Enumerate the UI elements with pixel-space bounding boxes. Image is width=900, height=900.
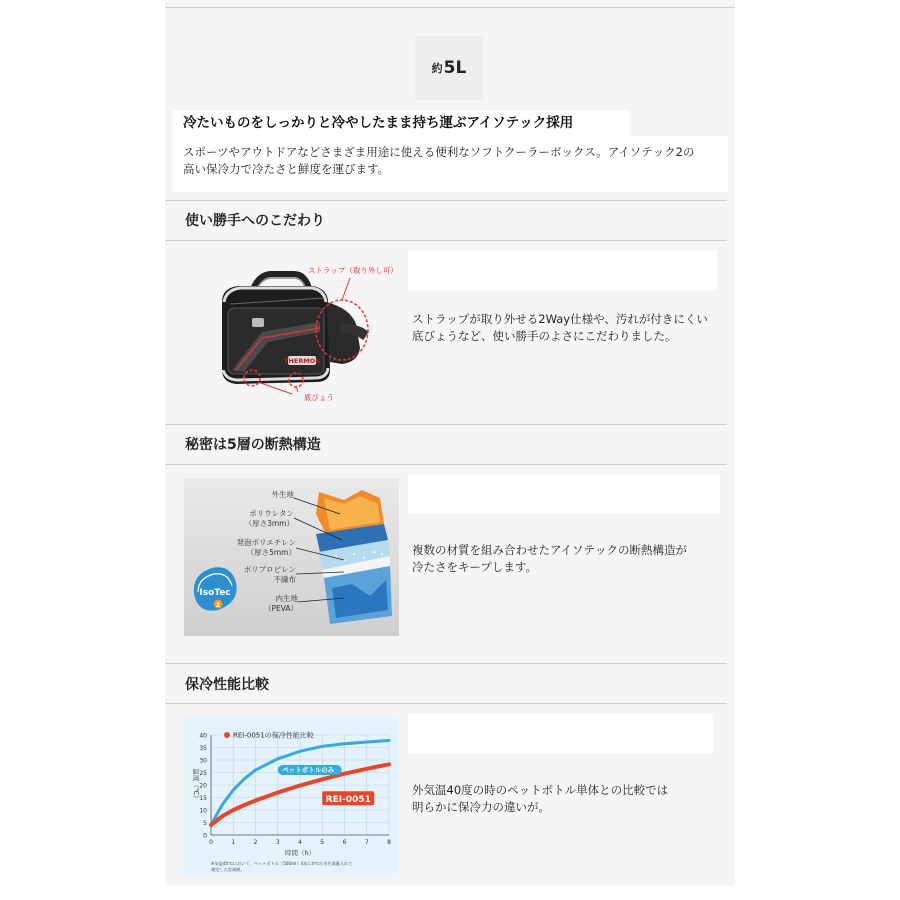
layer-label-outer: 外生地 bbox=[271, 490, 294, 499]
y-tick-label: 40 bbox=[199, 732, 207, 740]
comparison-description-line-2: 明らかに保冷力の違いが。 bbox=[412, 800, 550, 814]
x-tick-label: 3 bbox=[275, 839, 280, 846]
isotec-logo-number: 2 bbox=[215, 601, 221, 609]
top-divider bbox=[165, 7, 735, 8]
y-tick-label: 5 bbox=[203, 820, 207, 827]
section-title-usability: 使い勝手へのこだわり bbox=[185, 213, 325, 229]
layer-label-polyurethane: ポリウレタン bbox=[249, 509, 294, 518]
chart-footnote-line-1: ※気温40℃において、ペットボトル（500ml）4本に4℃の水を満量入れて bbox=[211, 861, 353, 866]
insulation-layers-image bbox=[184, 478, 399, 636]
chart-footnote-line-2: 測定した実測値。 bbox=[211, 867, 245, 872]
intro-title: 冷たいものをしっかりと冷やしたまま持ち運ぶアイソテック採用 bbox=[173, 110, 630, 136]
intro-body bbox=[173, 136, 728, 192]
y-tick-label: 35 bbox=[199, 745, 207, 752]
layer-label-polyethylene-thickness: （厚さ5mm） bbox=[246, 548, 296, 557]
layer-label-polypropylene: ポリプロピレン bbox=[243, 565, 296, 574]
section-divider bbox=[165, 464, 727, 465]
insulation-description-line-2: 冷たさをキープします。 bbox=[412, 560, 538, 574]
section-divider bbox=[165, 663, 727, 664]
blank-box bbox=[408, 475, 720, 514]
section-divider bbox=[165, 703, 727, 704]
blank-box bbox=[408, 251, 717, 291]
comparison-description-line-1: 外気温40度の時のペットボトル単体との比較では bbox=[412, 783, 669, 797]
x-tick-label: 0 bbox=[209, 839, 213, 846]
y-tick-label: 30 bbox=[199, 757, 207, 765]
y-axis-label: 温度（℃） bbox=[192, 768, 200, 802]
x-tick-label: 2 bbox=[253, 839, 258, 846]
y-tick-label: 20 bbox=[199, 782, 207, 790]
x-tick-label: 6 bbox=[342, 839, 347, 846]
chart-title: REI-0051の保冷性能比較 bbox=[233, 731, 314, 740]
y-tick-label: 0 bbox=[203, 832, 207, 840]
brand-label: THERMOS bbox=[284, 357, 320, 365]
insulation-description-line-1: 複数の材質を組み合わせたアイソテックの断熱構造が bbox=[412, 543, 687, 557]
usability-description-line-1: ストラップが取り外せる2Way仕様や、汚れが付きにくい bbox=[412, 312, 708, 326]
x-tick-label: 4 bbox=[298, 839, 302, 846]
x-tick-label: 1 bbox=[231, 839, 236, 846]
section-title-cold-retention: 保冷性能比較 bbox=[185, 677, 269, 693]
y-tick-label: 10 bbox=[199, 807, 207, 815]
capacity-badge bbox=[415, 36, 483, 100]
section-divider bbox=[165, 424, 727, 425]
cooler-bag-illustration bbox=[200, 258, 400, 408]
layer-label-polyurethane-thickness: （厚さ3mm） bbox=[244, 519, 294, 528]
section-title-insulation: 秘密は5層の断熱構造 bbox=[185, 437, 321, 453]
insulation-description bbox=[412, 542, 687, 576]
chart-title-bullet bbox=[224, 732, 230, 738]
series-label-rei: REI-0051 bbox=[325, 794, 371, 805]
capacity-value: 5L bbox=[443, 58, 467, 78]
bottom-stud-label: 底びょう bbox=[304, 393, 334, 402]
x-tick-label: 8 bbox=[387, 839, 391, 846]
layer-label-inner: 内生地 bbox=[275, 594, 298, 603]
y-tick-label: 25 bbox=[199, 770, 207, 777]
capacity-prefix: 約 bbox=[431, 62, 443, 75]
comparison-chart-svg bbox=[184, 717, 399, 875]
y-tick-label: 15 bbox=[199, 795, 207, 802]
x-axis-label: 時間（h） bbox=[284, 849, 316, 857]
blank-box bbox=[408, 714, 713, 754]
layer-label-peva: （PEVA） bbox=[263, 604, 298, 613]
intro-body-line-2: 高い保冷力で冷たさと鮮度を運びます。 bbox=[183, 162, 390, 176]
comparison-description bbox=[412, 782, 668, 816]
section-divider bbox=[165, 240, 727, 241]
x-tick-label: 5 bbox=[320, 839, 325, 846]
cooler-bag-image bbox=[200, 258, 400, 408]
insulation-layers-illustration bbox=[184, 478, 399, 636]
usability-description bbox=[412, 311, 708, 345]
comparison-chart bbox=[184, 717, 399, 875]
isotec-logo-text: IsoTec bbox=[199, 588, 231, 598]
usability-description-line-2: 底びょうなど、使い勝手のよさにこだわりました。 bbox=[412, 329, 677, 343]
intro-body-line-1: スポーツやアウトドアなどさまざま用途に使える便利なソフトクーラーボックス。アイソテック2の bbox=[183, 145, 695, 159]
series-label-pet-bottle: ペットボトルのみ bbox=[282, 766, 335, 774]
strap-label: ストラップ（取り外し可） bbox=[308, 266, 398, 275]
layer-label-nonwoven: 不織布 bbox=[273, 575, 296, 584]
layer-label-polyethylene: 発泡ポリエチレン bbox=[236, 538, 296, 547]
section-divider bbox=[165, 200, 727, 201]
x-tick-label: 7 bbox=[364, 839, 369, 846]
